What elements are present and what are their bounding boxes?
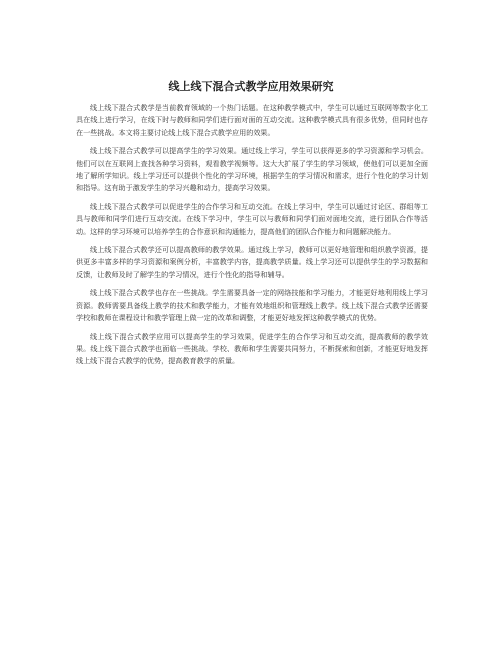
paragraph-2: 线上线下混合式教学可以提高学生的学习效果。通过线上学习，学生可以获得更多的学习资源和学习机会。他们可以在互联网上查找各种学习资料，观看教学视频等。这大大扩展了学生的学习领域，使他们可以更加全面地了解所学知识。线上学习还可以提供个性化的学习环境，根据学生的学习情况和需求，进行个性化的学习计划和指导。这有助于激发学生的学习兴趣和动力，提高学习效果。	[76, 146, 428, 193]
paragraph-6: 线上线下混合式教学应用可以提高学生的学习效果，促进学生的合作学习和互动交流，提高教师的教学效果。线上线下混合式教学也面临一些挑战。学校、教师和学生需要共同努力，不断探索和创新，才能更好地发挥线上线下混合式教学的优势，提高教育教学的质量。	[76, 331, 428, 366]
paragraph-5: 线上线下混合式教学也存在一些挑战。学生需要具备一定的网络技能和学习能力，才能更好地利用线上学习资源。教师需要具备线上教学的技术和教学能力，才能有效地组织和管理线上教学。线上线下混合式教学还需要学校和教师在课程设计和教学管理上做一定的改革和调整，才能更好地发挥这种教学模式的优势。	[76, 288, 428, 323]
paragraph-3: 线上线下混合式教学可以促进学生的合作学习和互动交流。在线上学习中，学生可以通过讨论区、群组等工具与教师和同学们进行互动交流。在线下学习中，学生可以与教师和同学们面对面地交流，进行团队合作等活动。这样的学习环境可以培养学生的合作意识和沟通能力，提高他们的团队合作能力和问题解决能力。	[76, 201, 428, 236]
paragraph-1: 线上线下混合式教学是当前教育领域的一个热门话题。在这种教学模式中，学生可以通过互联网等数字化工具在线上进行学习，在线下时与教师和同学们进行面对面的互动交流。这种教学模式具有很多优势，但同时也存在一些挑战。本文将主要讨论线上线下混合式教学应用的效果。	[76, 103, 428, 137]
paragraph-4: 线上线下混合式教学还可以提高教师的教学效果。通过线上学习，教师可以更好地管理和组织教学资源，提供更多丰富多样的学习资源和案例分析，丰富教学内容，提高教学质量。线上学习还可以提供学生的学习数据和反馈，让教师及时了解学生的学习情况，进行个性化的指导和辅导。	[76, 245, 428, 279]
document-body	[76, 102, 428, 374]
document-title: 线上线下混合式教学应用效果研究	[168, 80, 334, 93]
